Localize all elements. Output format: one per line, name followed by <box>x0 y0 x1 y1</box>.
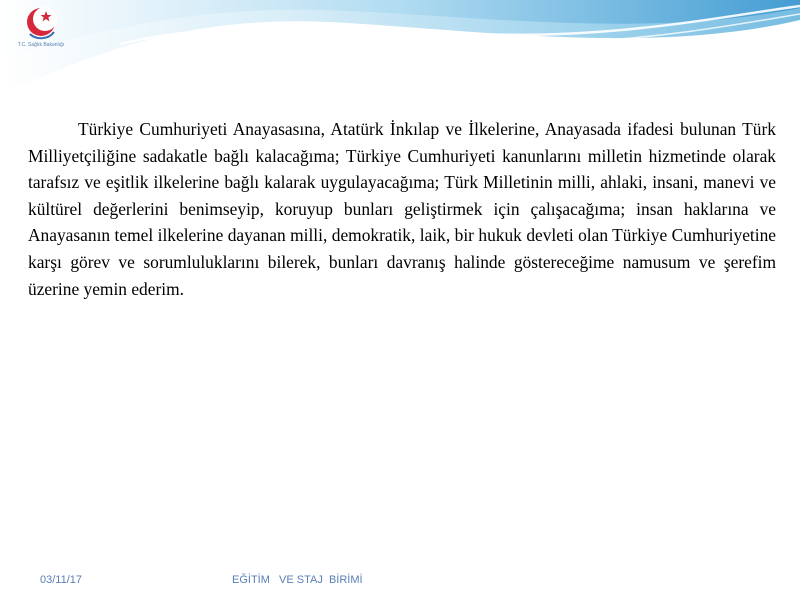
oath-paragraph: Türkiye Cumhuriyeti Anayasasına, Atatürk İnkılap ve İlkelerine, Anayasada ifadesi bulunan Türk Milliyetçiliğine sadakatle bağlı kalacağıma; Türkiye Cumhuriyeti kanunlarını milletin hizmetinde olarak tarafsız ve eşitlik ilkelerine bağlı kalarak uygulayacağıma; Türk Milletinin milli, ahlaki, insani, manevi ve kültürel değerlerini benimseyip, koruyup bunları geliştirmek için çalışacağıma; insan haklarına ve Anayasanın temel ilkelerine dayanan milli, demokratik, laik, bir hukuk devleti olan Türkiye Cumhuriyetine karşı görev ve sorumluluklarını bilerek, bunları davranış halinde göstereceğime namusum ve şerefim üzerine yemin ederim. <box>28 119 776 299</box>
crescent-star-emblem <box>8 4 74 44</box>
footer-unit-name: EĞİTİM VE STAJ BİRİMİ <box>232 574 363 586</box>
ministry-logo <box>8 4 74 66</box>
footer-date: 03/11/17 <box>40 574 83 586</box>
header-wave-decoration <box>0 0 800 120</box>
logo-caption: T.C. Sağlık Bakanlığı <box>17 42 65 48</box>
